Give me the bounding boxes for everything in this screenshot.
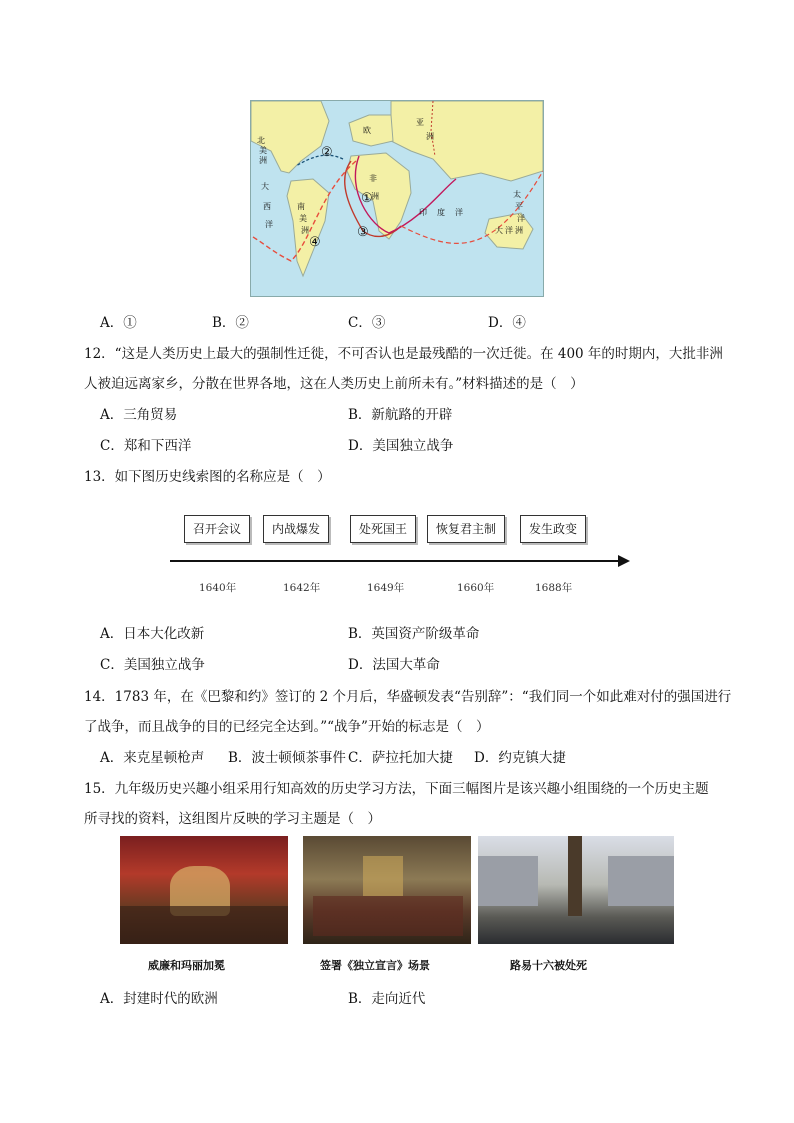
caption-declaration: 签署《独立宣言》场景 bbox=[320, 959, 430, 972]
q12-option-b[interactable]: B．新航路的开辟 bbox=[348, 407, 453, 423]
timeline-axis bbox=[170, 560, 620, 562]
q15-stem-line1: 15．九年级历史兴趣小组采用行知高效的历史学习方法，下面三幅图片是该兴趣小组围绕的一个历史主题 bbox=[84, 781, 709, 797]
caption-execution: 路易十六被处死 bbox=[510, 959, 587, 972]
q11-option-d[interactable]: D．④ bbox=[488, 315, 526, 331]
timeline-event-5: 发生政变 bbox=[520, 515, 586, 543]
timeline-event-3: 处死国王 bbox=[350, 515, 416, 543]
q14-option-d[interactable]: D．约克镇大捷 bbox=[474, 750, 566, 766]
q15-option-b[interactable]: B．走向近代 bbox=[348, 991, 426, 1007]
map-label: 大 bbox=[495, 226, 503, 235]
map-label: 印 bbox=[419, 208, 427, 217]
q14-option-c[interactable]: C．萨拉托加大捷 bbox=[348, 750, 453, 766]
q14-option-a[interactable]: A．来克星顿枪声 bbox=[100, 750, 205, 766]
q13-option-c[interactable]: C．美国独立战争 bbox=[100, 657, 205, 673]
photo-execution-louis-xvi bbox=[478, 836, 674, 944]
map-label: 亚 bbox=[416, 118, 424, 127]
new-route-map bbox=[250, 100, 544, 297]
map-label: 洋 bbox=[505, 226, 513, 235]
q15-option-a[interactable]: A．封建时代的欧洲 bbox=[100, 991, 218, 1007]
timeline-year-3: 1649年 bbox=[367, 582, 405, 594]
timeline-year-5: 1688年 bbox=[535, 582, 573, 594]
map-label: 非 bbox=[369, 174, 377, 183]
q14-stem-line2: 了战争，而且战争的目的已经完全达到。”“战争”开始的标志是（ ） bbox=[84, 719, 490, 735]
q12-stem-line1: 12．“这是人类历史上最大的强制性迁徙，不可否认也是最残酷的一次迁徙。在 400 年的时期内，大批非洲 bbox=[84, 346, 723, 362]
map-label: 大 bbox=[261, 182, 269, 191]
timeline-year-2: 1642年 bbox=[283, 582, 321, 594]
q13-option-b[interactable]: B．英国资产阶级革命 bbox=[348, 626, 480, 642]
map-illustration bbox=[251, 101, 543, 296]
map-label: 西 bbox=[263, 202, 271, 211]
q14-stem-line1: 14．1783 年，在《巴黎和约》签订的 2 个月后，华盛顿发表“告别辞”：“我们同一个如此难对付的强国进行 bbox=[84, 689, 732, 705]
q13-stem: 13．如下图历史线索图的名称应是（ ） bbox=[84, 469, 331, 485]
map-label: 平 bbox=[515, 202, 523, 211]
map-label-north: 北 bbox=[257, 136, 265, 145]
timeline-year-1: 1640年 bbox=[199, 582, 237, 594]
map-label: 洲 bbox=[426, 132, 434, 141]
q15-stem-line2: 所寻找的资料，这组图片反映的学习主题是（ ） bbox=[84, 811, 381, 827]
q12-option-a[interactable]: A．三角贸易 bbox=[100, 407, 178, 423]
map-label: 洲 bbox=[515, 226, 523, 235]
map-label: 欧 bbox=[363, 126, 371, 135]
q12-option-c[interactable]: C．郑和下西洋 bbox=[100, 438, 192, 454]
map-label: 美 bbox=[259, 146, 267, 155]
timeline-event-4: 恢复君主制 bbox=[427, 515, 505, 543]
q12-stem-line2: 人被迫远离家乡，分散在世界各地，这在人类历史上前所未有。”材料描述的是（ ） bbox=[84, 376, 584, 392]
route-marker-1: ① bbox=[361, 191, 373, 206]
timeline-event-1: 召开会议 bbox=[184, 515, 250, 543]
map-label: 美 bbox=[299, 214, 307, 223]
photo-declaration-signing bbox=[303, 836, 471, 944]
map-label: 洋 bbox=[455, 208, 463, 217]
map-label: 洋 bbox=[517, 214, 525, 223]
timeline-arrow-icon bbox=[618, 555, 630, 567]
map-label: 洲 bbox=[259, 156, 267, 165]
caption-coronation: 威廉和玛丽加冕 bbox=[148, 959, 225, 972]
q12-option-d[interactable]: D．美国独立战争 bbox=[348, 438, 454, 454]
map-label: 洲 bbox=[371, 192, 379, 201]
q11-option-b[interactable]: B．② bbox=[212, 315, 249, 331]
timeline-event-2: 内战爆发 bbox=[263, 515, 329, 543]
map-label: 南 bbox=[297, 202, 305, 211]
route-marker-4: ④ bbox=[309, 235, 321, 250]
map-label: 度 bbox=[437, 208, 445, 217]
map-label: 洋 bbox=[265, 220, 273, 229]
route-marker-3: ③ bbox=[357, 225, 369, 240]
q14-option-b[interactable]: B．波士顿倾茶事件 bbox=[228, 750, 346, 766]
timeline-year-4: 1660年 bbox=[457, 582, 495, 594]
route-marker-2: ② bbox=[321, 145, 333, 160]
map-label: 太 bbox=[513, 190, 521, 199]
q11-option-c[interactable]: C．③ bbox=[348, 315, 386, 331]
map-label: 洲 bbox=[301, 226, 309, 235]
q11-option-a[interactable]: A．① bbox=[100, 315, 137, 331]
q13-option-a[interactable]: A．日本大化改新 bbox=[100, 626, 205, 642]
photo-coronation bbox=[120, 836, 288, 944]
q13-option-d[interactable]: D．法国大革命 bbox=[348, 657, 440, 673]
